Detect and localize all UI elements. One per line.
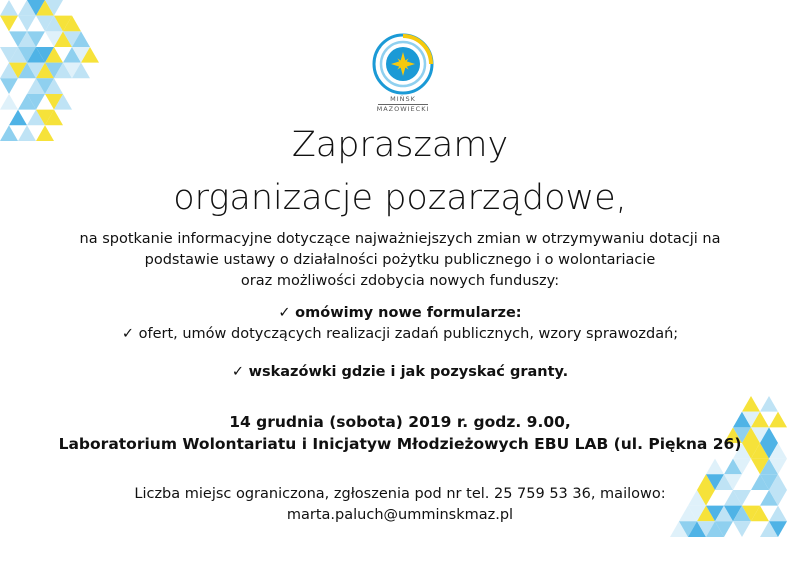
intro-line-1: na spotkanie informacyjne dotyczące najważniejszych zmian w otrzymywaniu dotacji na <box>79 231 721 247</box>
agenda-item-1-label: omówimy nowe formularze: <box>295 305 522 321</box>
triangle-tile <box>0 94 18 110</box>
triangle-tile <box>760 396 778 412</box>
logo-city-line2: MAZOWIECKI <box>376 105 430 113</box>
agenda-item-1-sub <box>40 324 760 345</box>
city-logo <box>370 32 436 113</box>
triangle-tile <box>9 110 27 126</box>
contact-info <box>0 484 800 526</box>
triangle-tile <box>0 16 18 32</box>
intro-line-3: oraz możliwości zdobycia nowych funduszy: <box>240 273 560 289</box>
agenda-item-1 <box>40 303 760 324</box>
event-venue: Laboratorium Wolontariatu i Inicjatyw Młodzieżowych EBU LAB (ul. Piękna 26) <box>58 435 742 453</box>
intro-line-2: podstawie ustawy o działalności pożytku publicznego i o wolontariacie <box>144 252 656 268</box>
event-date: 14 grudnia (sobota) 2019 r. godz. 9.00, <box>229 413 571 431</box>
triangle-tile <box>18 16 36 32</box>
contact-line: Liczba miejsc ograniczona, zgłoszenia pod nr tel. 25 759 53 36, mailowo: <box>134 486 666 502</box>
triangle-tile <box>0 0 18 16</box>
agenda-item-2-label: wskazówki gdzie i jak pozyskać granty. <box>248 364 569 380</box>
heading-line-1: Zapraszamy <box>291 125 509 165</box>
triangle-tile <box>706 459 724 475</box>
logo-city-line1: MIŃSK <box>390 95 416 103</box>
contact-email[interactable]: marta.paluch@umminskmaz.pl <box>286 507 514 523</box>
heading-line-2: organizacje pozarządowe, <box>173 178 627 218</box>
triangle-tile <box>742 396 760 412</box>
intro-paragraph <box>40 229 760 292</box>
triangle-tile <box>0 78 18 94</box>
sun-logo-icon <box>371 32 435 96</box>
event-details <box>0 411 800 455</box>
agenda-item-2 <box>40 362 760 383</box>
check-icon: ✓ <box>231 364 244 380</box>
check-icon: ✓ <box>278 305 291 321</box>
agenda-item-1-sub-label: ofert, umów dotyczących realizacji zadań publicznych, wzory sprawozdań; <box>138 326 679 342</box>
check-icon: ✓ <box>121 326 134 342</box>
